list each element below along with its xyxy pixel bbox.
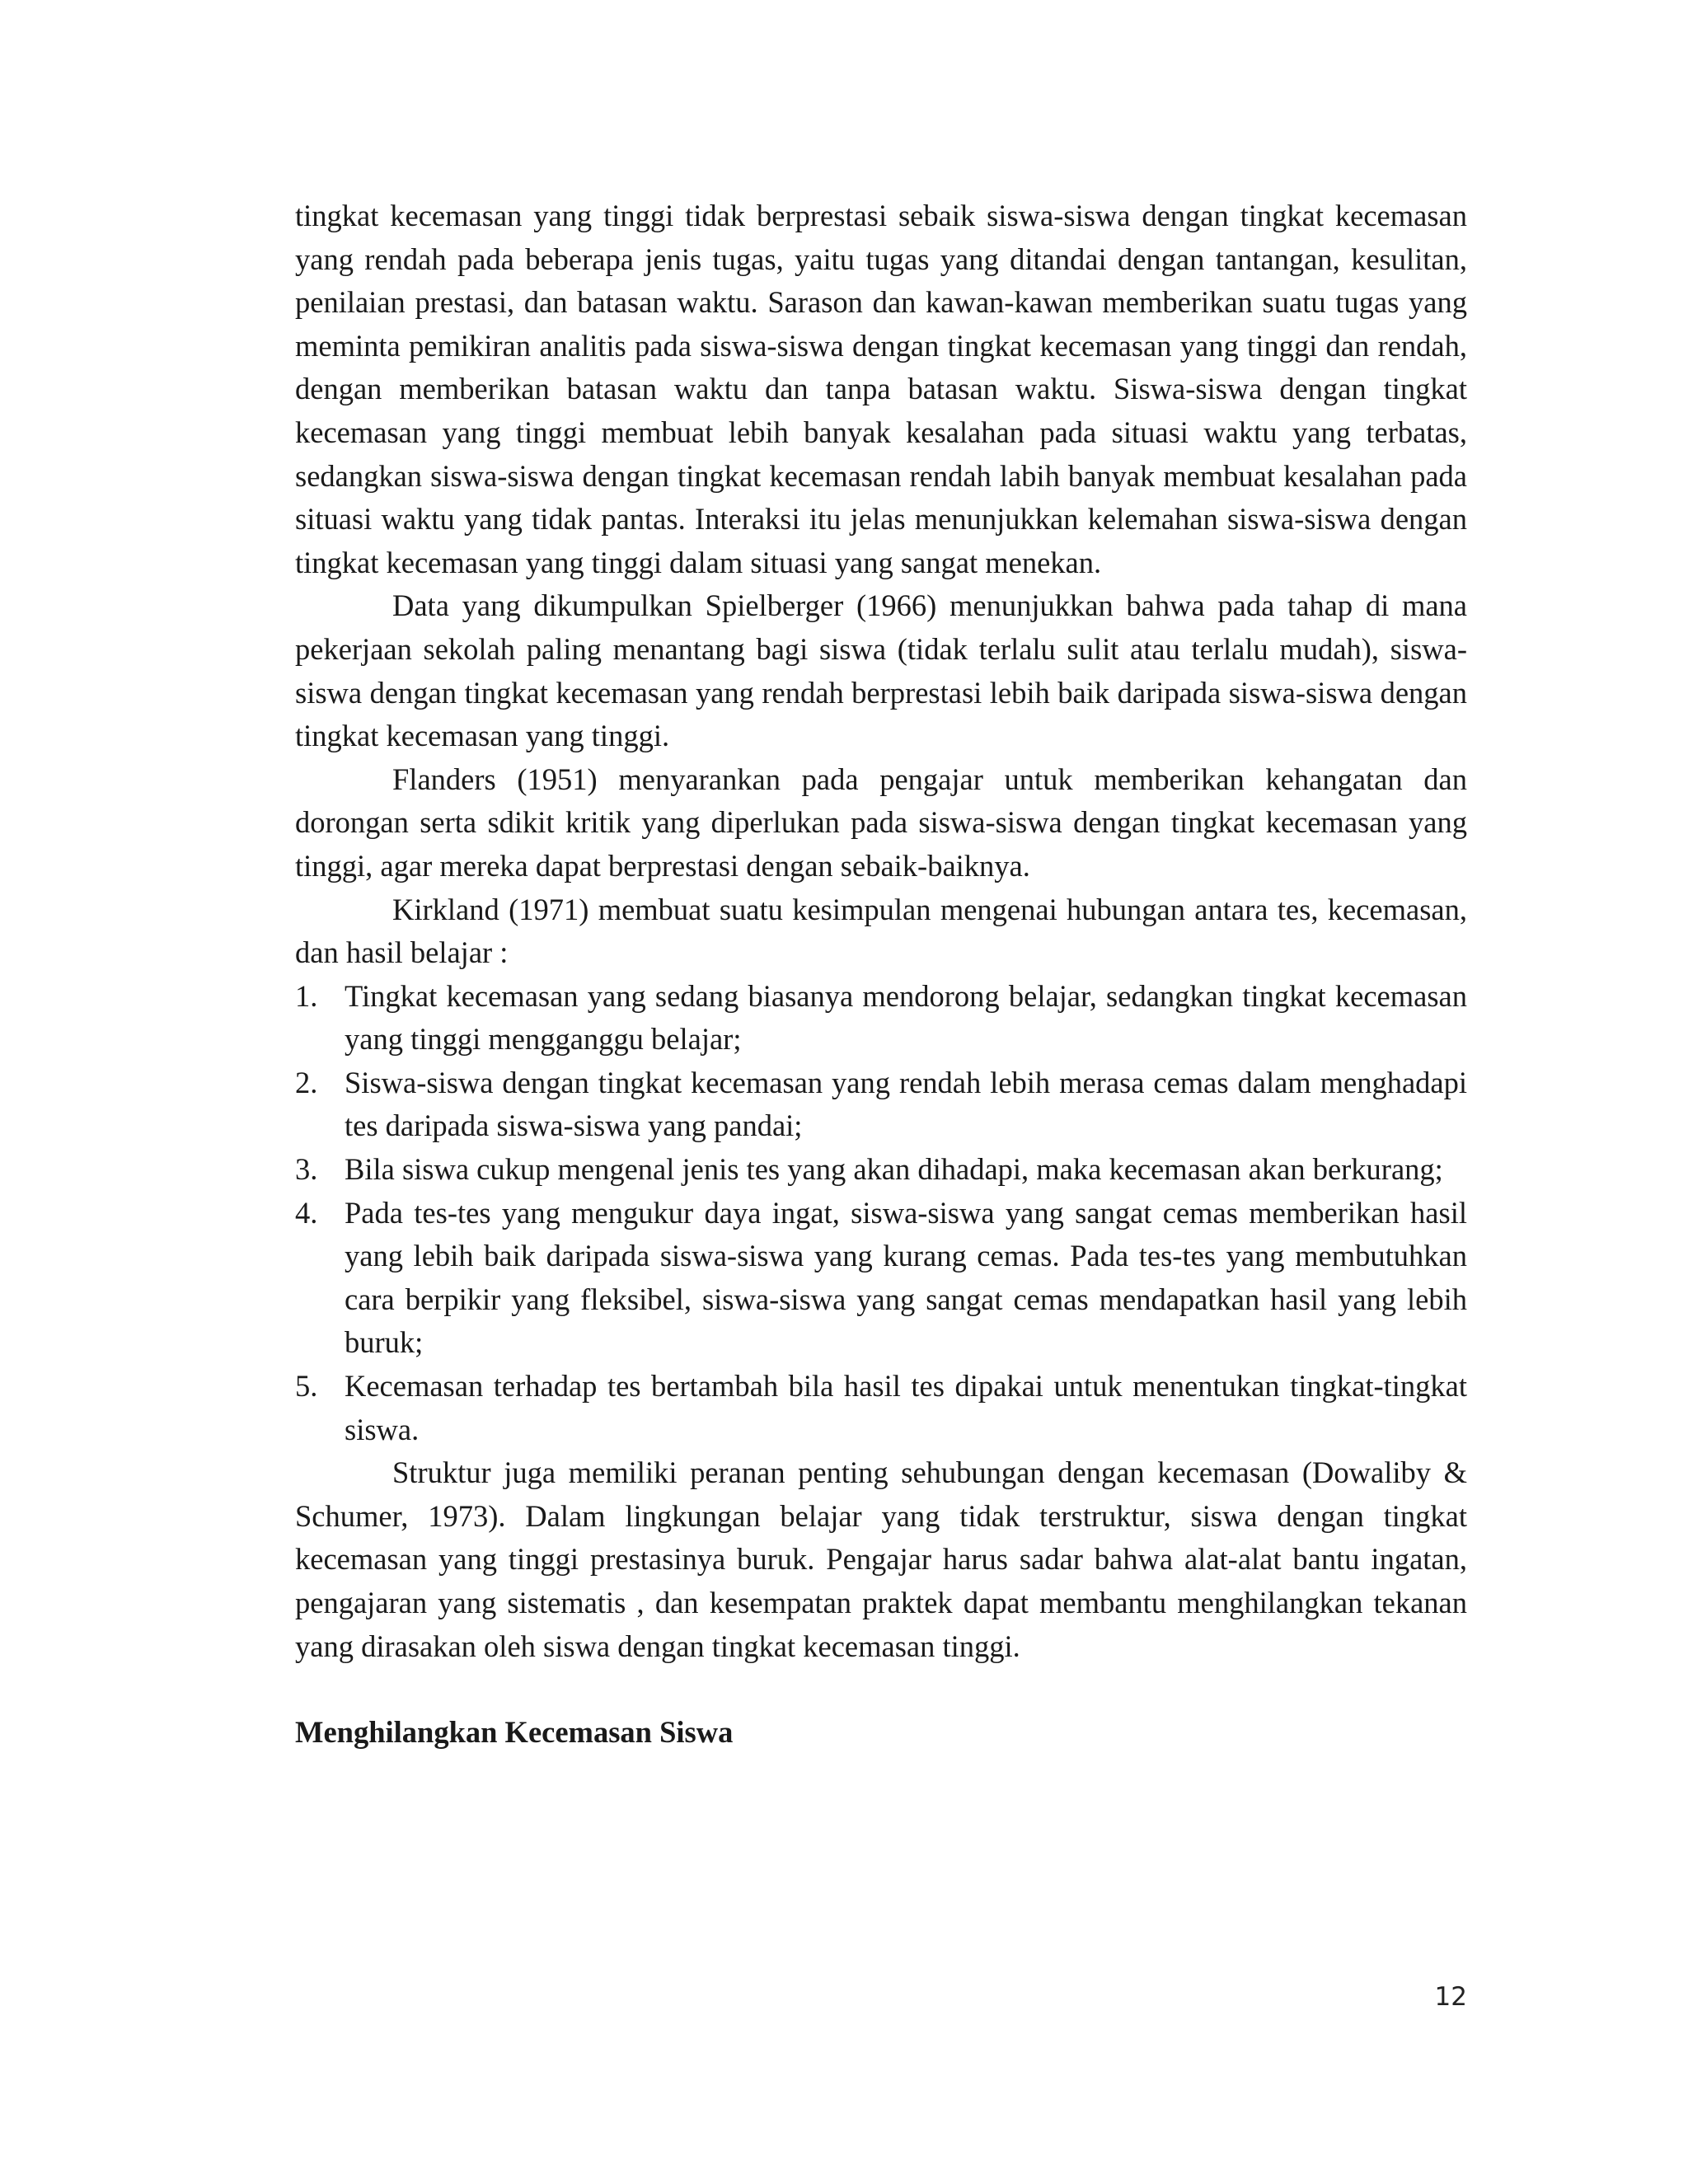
paragraph-flanders: Flanders (1951) menyarankan pada pengajar untuk memberikan kehangatan dan dorongan serta sdikit kritik yang diperlukan pada siswa-siswa dengan tingkat kecemasan yang tinggi, agar mereka dapat berprestasi dengan sebaik-baiknya.	[295, 762, 1467, 883]
list-item-text: Tingkat kecemasan yang sedang biasanya mendorong belajar, sedangkan tingkat kecemasan yang tinggi mengganggu belajar;	[345, 978, 1467, 1057]
list-item	[295, 1365, 1467, 1451]
paragraph-spielberger: Data yang dikumpulkan Spielberger (1966) menunjukkan bahwa pada tahap di mana pekerjaan sekolah paling menantang bagi siswa (tidak terlalu sulit atau terlalu mudah), siswa-siswa dengan tingkat kecemasan yang rendah berprestasi lebih baik daripada siswa-siswa dengan tingkat kecemasan yang tinggi.	[295, 588, 1467, 753]
page-number: 12	[1434, 1982, 1467, 2012]
kirkland-findings-list	[295, 975, 1467, 1452]
paragraph-continuation: tingkat kecemasan yang tinggi tidak berprestasi sebaik siswa-siswa dengan tingkat kecemasan yang rendah pada beberapa jenis tugas, yaitu tugas yang ditandai dengan tantangan, kesulitan, penilaian prestasi, dan batasan waktu. Sarason dan kawan-kawan memberikan suatu tugas yang meminta pemikiran analitis pada siswa-siswa dengan tingkat kecemasan yang tinggi dan rendah, dengan memberikan batasan waktu dan tanpa batasan waktu. Siswa-siswa dengan tingkat kecemasan yang tinggi membuat lebih banyak kesalahan pada situasi waktu yang terbatas, sedangkan siswa-siswa dengan tingkat kecemasan rendah labih banyak membuat kesalahan pada situasi waktu yang tidak pantas. Interaksi itu jelas menunjukkan kelemahan siswa-siswa dengan tingkat kecemasan yang tinggi dalam situasi yang sangat menekan.	[295, 199, 1467, 579]
paragraph-struktur: Struktur juga memiliki peranan penting sehubungan dengan kecemasan (Dowaliby & Schumer, 1973). Dalam lingkungan belajar yang tidak terstruktur, siswa dengan tingkat kecemasan yang tinggi prestasinya buruk. Pengajar harus sadar bahwa alat-alat bantu ingatan, pengajaran yang sistematis , dan kesempatan praktek dapat membantu menghilangkan tekanan yang dirasakan oleh siswa dengan tingkat kecemasan tinggi.	[295, 1455, 1467, 1663]
list-item-text: Kecemasan terhadap tes bertambah bila hasil tes dipakai untuk menentukan tingkat-tingkat siswa.	[345, 1369, 1467, 1446]
body-text	[295, 194, 1467, 1755]
list-item	[295, 1062, 1467, 1148]
list-item	[295, 1192, 1467, 1365]
list-item-number: 1.	[295, 978, 318, 1013]
list-item-number: 2.	[295, 1065, 318, 1099]
list-item-number: 4.	[295, 1195, 318, 1230]
section-heading: Menghilangkan Kecemasan Siswa	[295, 1715, 734, 1750]
list-item	[295, 1148, 1467, 1192]
list-item-text: Pada tes-tes yang mengukur daya ingat, siswa-siswa yang sangat cemas memberikan hasil yang lebih baik daripada siswa-siswa yang kurang cemas. Pada tes-tes yang membutuhkan cara berpikir yang fleksibel, siswa-siswa yang sangat cemas mendapatkan hasil yang lebih buruk;	[345, 1195, 1467, 1360]
list-item	[295, 975, 1467, 1062]
list-item-text: Siswa-siswa dengan tingkat kecemasan yang rendah lebih merasa cemas dalam menghadapi tes daripada siswa-siswa yang pandai;	[345, 1065, 1467, 1143]
list-item-number: 5.	[295, 1369, 318, 1404]
paragraph-kirkland: Kirkland (1971) membuat suatu kesimpulan mengenai hubungan antara tes, kecemasan, dan hasil belajar :	[295, 892, 1467, 970]
list-item-number: 3.	[295, 1152, 318, 1187]
list-item-text: Bila siswa cukup mengenal jenis tes yang akan dihadapi, maka kecemasan akan berkurang;	[345, 1152, 1443, 1187]
